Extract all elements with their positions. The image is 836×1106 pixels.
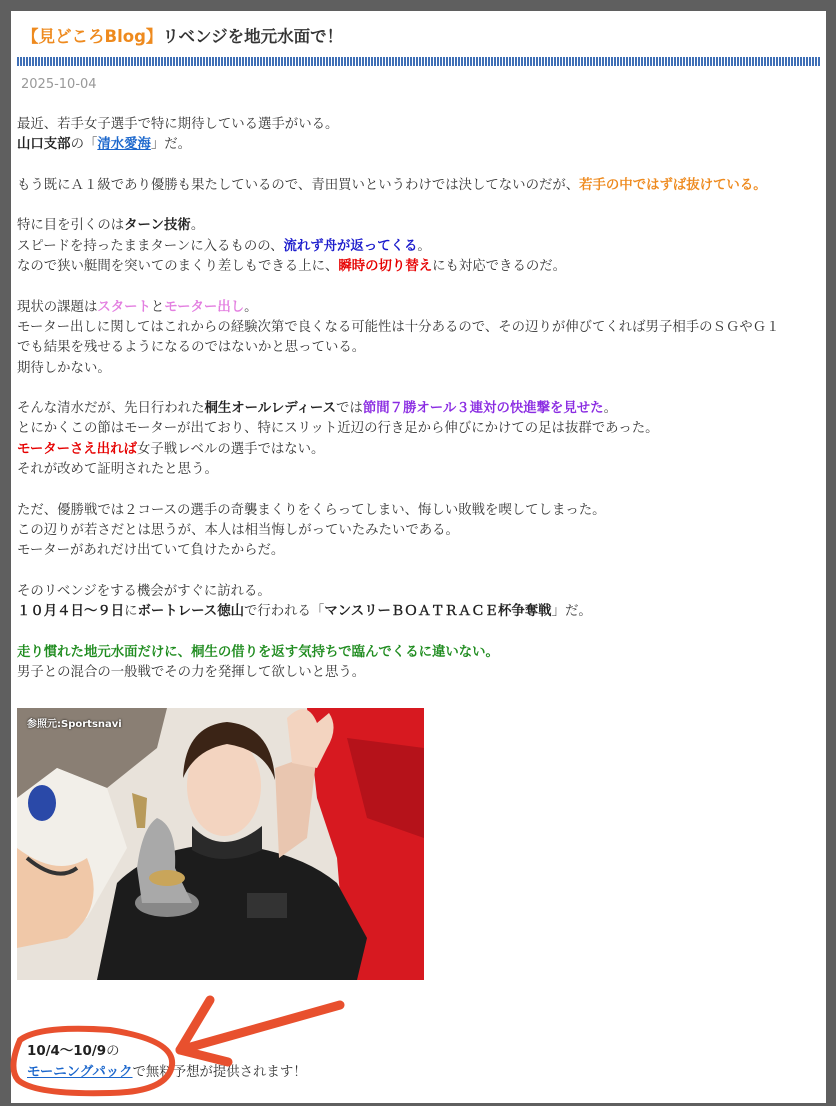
post-title [22, 23, 343, 47]
bold-text: １０月４日〜９日 [17, 604, 125, 620]
morning-pack-link[interactable]: モーニングパック [27, 1065, 133, 1080]
paragraph-line [17, 115, 827, 135]
racer-link[interactable]: 清水愛海 [97, 137, 151, 153]
highlight-text: 節間７勝オール３連対の快進撃を見せた [362, 401, 604, 417]
promo-line-1 [27, 1041, 307, 1062]
text: 。 [244, 299, 258, 315]
highlight-text: 流れず舟が返ってくる [283, 238, 418, 254]
text: 男子との混合の一般戦でその力を発揮して欲しいと思う。 [17, 665, 366, 681]
text: モーター出しに関してはこれからの経験次第で良くなる可能性は十分あるので、その辺りが伸びてくれば男子相手のＳＧやＧ１ [17, 319, 780, 335]
paragraph-line [17, 237, 827, 257]
text: でも結果を残せるようになるのではないかと思っている。 [17, 340, 366, 356]
paragraph-line [17, 602, 827, 622]
paragraph-line [17, 257, 827, 277]
paragraph-line [17, 440, 827, 460]
text: 最近、若手女子選手で特に期待している選手がいる。 [17, 117, 339, 132]
paragraph-line [17, 399, 827, 419]
branch-name: 山口支部 [17, 137, 71, 153]
highlight-text: モーター出し [164, 299, 245, 315]
paragraph-line [17, 318, 827, 338]
title-divider [17, 57, 821, 66]
bold-text: ターン技術 [124, 218, 191, 234]
text: に [124, 604, 138, 620]
paragraph-line [17, 419, 827, 439]
promo-text: の [106, 1044, 120, 1059]
text: そのリベンジをする機会がすぐに訪れる。 [17, 583, 271, 599]
post-body [17, 115, 827, 683]
bold-text: 桐生オールレディース [204, 401, 337, 417]
text: 期待しかない。 [17, 360, 111, 376]
paragraph-line [17, 663, 827, 683]
paragraph-line [17, 541, 827, 561]
text: にも対応できるのだ。 [432, 259, 567, 275]
text: では [336, 401, 363, 417]
text: 。 [417, 238, 431, 254]
text: 」だ。 [150, 137, 192, 153]
paragraph-line [17, 135, 827, 155]
promo-line-2 [27, 1062, 307, 1083]
text: なので狭い艇間を突いてのまくり差しもできる上に、 [17, 259, 339, 275]
post-title-prefix: 【見どころBlog】 [22, 27, 163, 46]
text: 。 [190, 218, 205, 234]
paragraph-line [17, 643, 827, 663]
text: 」だ。 [551, 604, 592, 620]
promo-block [27, 1041, 307, 1083]
text: とにかくこの節はモーターが出ており、特にスリット近辺の行き足から伸びにかけての足は抜群であった。 [17, 421, 659, 437]
highlight-text: スタート [97, 299, 151, 315]
racer-photo-illustration [17, 708, 424, 980]
text: と [150, 299, 165, 315]
paragraph-line [17, 501, 827, 521]
paragraph-line [17, 460, 827, 480]
highlight-text: モーターさえ出れば [17, 441, 137, 457]
paragraph-line [17, 216, 827, 236]
text: 現状の課題は [17, 299, 98, 315]
text: もう既にＡ１級であり優勝も果たしているので、青田買いというわけでは決してないのだが、 [17, 177, 580, 193]
text: 女子戦レベルの選手ではない。 [136, 441, 325, 457]
promo-date-range: 10/4〜10/9 [27, 1044, 107, 1059]
post-date: 2025-10-04 [21, 77, 97, 92]
paragraph-line [17, 521, 827, 541]
text: この辺りが若さだとは思うが、本人は相当悔しがっていたみたいである。 [17, 522, 459, 538]
bold-text: ボートレース徳山 [137, 604, 244, 620]
promo-text: で無料予想が提供されます！ [132, 1065, 307, 1080]
text: ただ、優勝戦では２コースの選手の奇襲まくりをくらってしまい、悔しい敗戦を喫してしまった。 [17, 502, 606, 518]
text: 。 [603, 401, 617, 417]
bold-text: マンスリーＢＯＡＴＲＡＣＥ杯争奪戦 [324, 604, 552, 620]
text: それが改めて証明されたと思う。 [17, 462, 218, 478]
highlight-text: 走り慣れた地元水面だけに、桐生の借りを返す気持ちで臨んでくるに違いない。 [17, 644, 499, 660]
highlight-text: 若手の中ではずば抜けている。 [579, 177, 767, 193]
text: そんな清水だが、先日行われた [17, 401, 205, 417]
photo-credit: 参照元:Sportsnavi [27, 719, 122, 730]
paragraph-line [17, 176, 827, 196]
text: スピードを持ったままターンに入るものの、 [17, 238, 284, 254]
racer-photo [17, 708, 424, 980]
text: で行われる「 [243, 604, 325, 620]
post-title-text: リベンジを地元水面で！ [162, 27, 344, 46]
paragraph-line [17, 359, 827, 379]
text: 特に目を引くのは [17, 218, 125, 234]
paragraph-line [17, 298, 827, 318]
paragraph-line [17, 582, 827, 602]
text: の「 [70, 137, 98, 153]
paragraph-line [17, 338, 827, 358]
text: モーターがあれだけ出ていて負けたからだ。 [17, 543, 285, 559]
highlight-text: 瞬時の切り替え [338, 259, 433, 275]
